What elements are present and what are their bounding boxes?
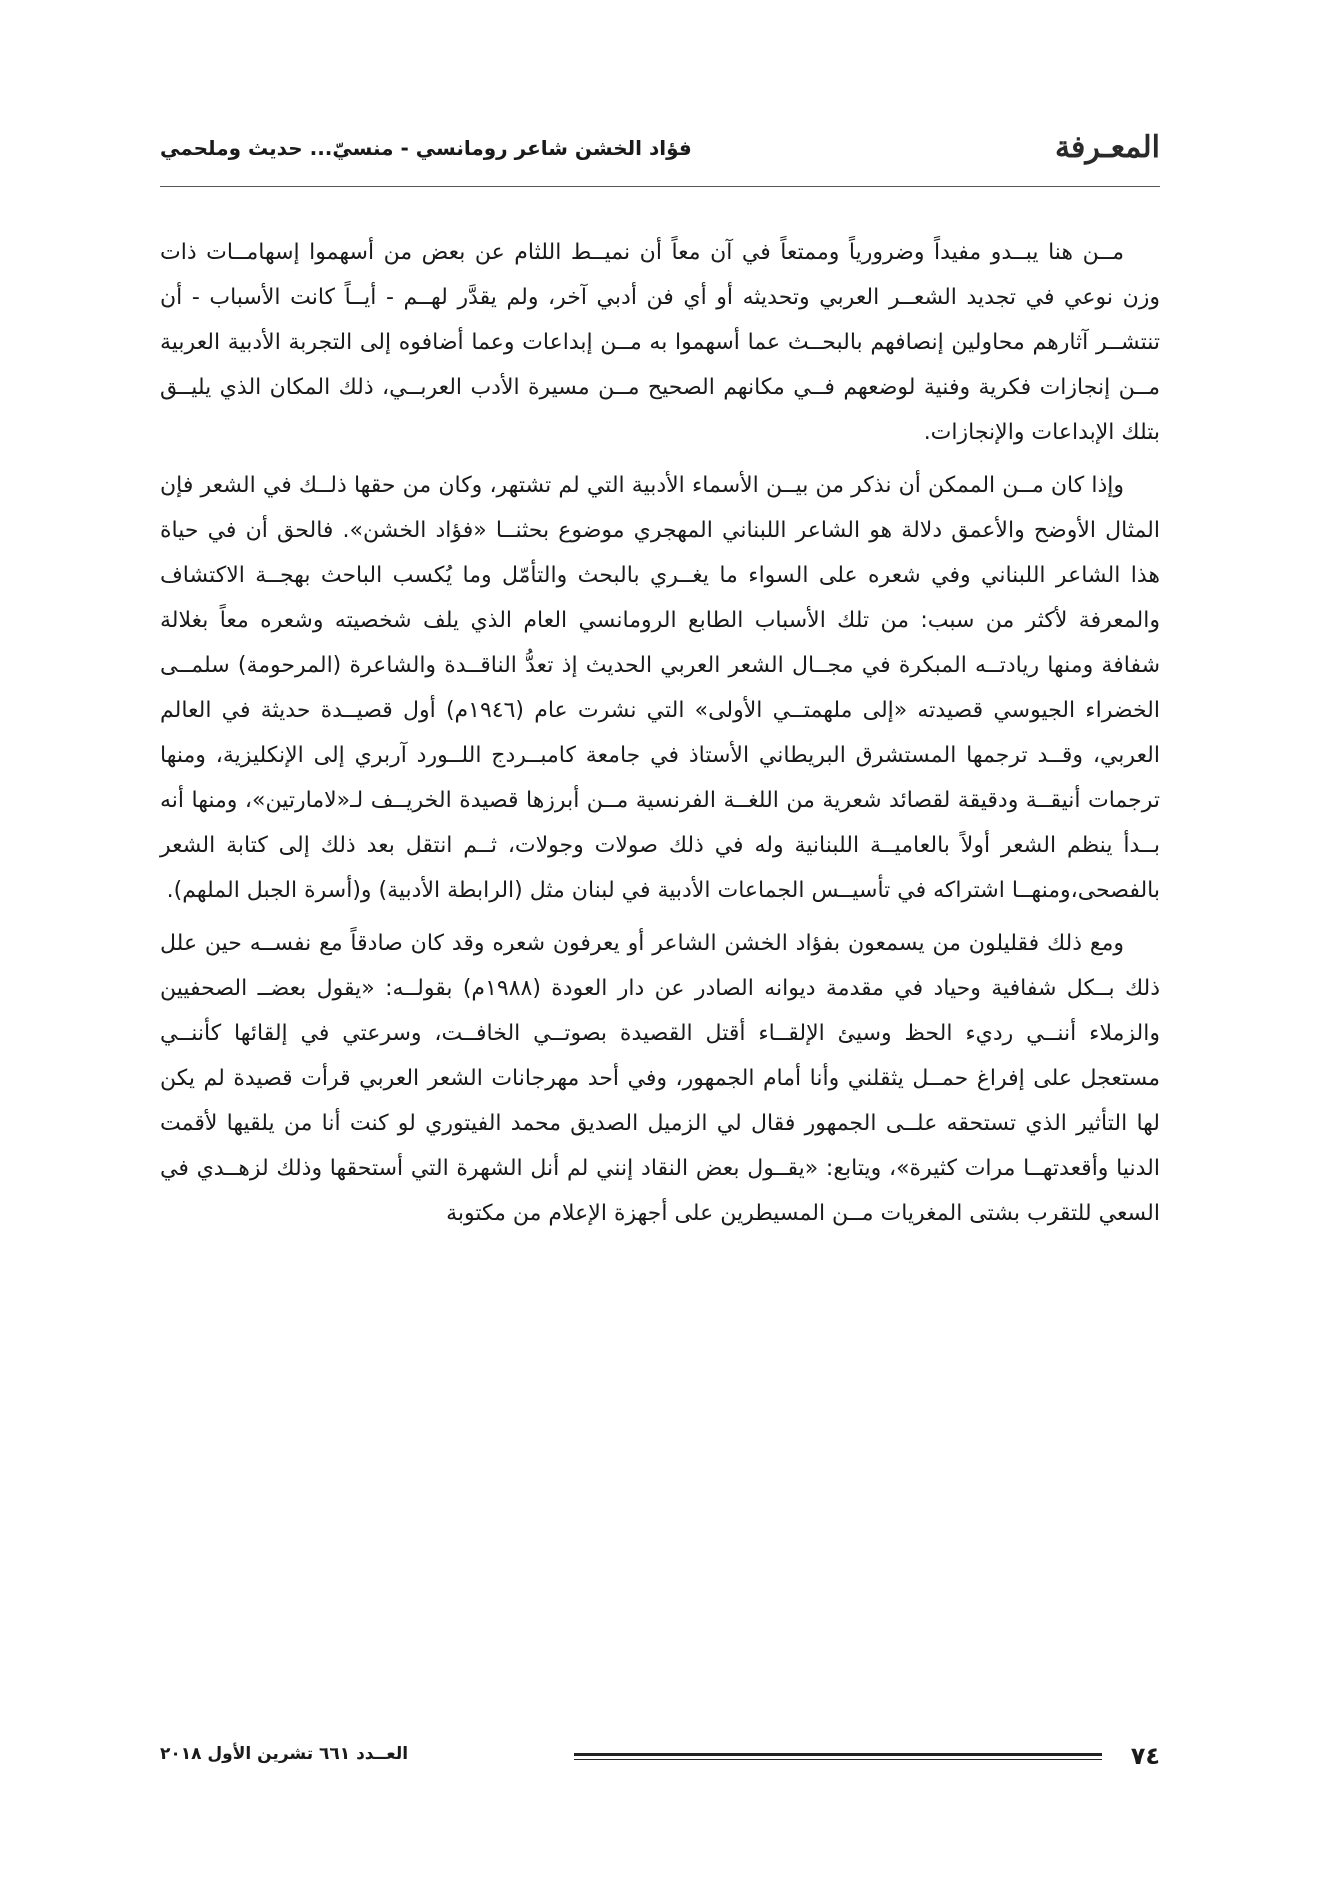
- page-number: ٧٤: [1130, 1742, 1160, 1770]
- paragraph: ومع ذلك فقليلون من يسمعون بفؤاد الخشن الشاعر أو يعرفون شعره وقد كان صادقاً مع نفســه حين علل ذلك بــكل شفافية وحياد في مقدمة ديوانه الصادر عن دار العودة (١٩٨٨م) بقولــه: «يقول بعضــ الصحفيين والزملاء أننــي رديء الحظ وسيئ الإلقــاء أقتل القصيدة بصوتــي الخافــت، وسرعتي في إلقائها كأننــي مستعجل على إفراغ حمــل يثقلني وأنا أمام الجمهور، وفي أحد مهرجانات الشعر العربي قرأت قصيدة لم يكن لها التأثير الذي تستحقه علــى الجمهور فقال لي الزميل الصديق محمد الفيتوري لو كنت أنا من يلقيها لأقمت الدنيا وأقعدتهــا مرات كثيرة»، ويتابع: «يقــول بعض النقاد إنني لم أنل الشهرة التي أستحقها وذلك لزهــدي في السعي للتقرب بشتى المغريات مــن المسيطرين على أجهزة الإعلام من مكتوبة: [160, 931, 1161, 1226]
- article-body: [160, 230, 1160, 1244]
- footer-divider: [574, 1753, 1102, 1760]
- paragraph: وإذا كان مــن الممكن أن نذكر من بيــن الأسماء الأدبية التي لم تشتهر، وكان من حقها ذلــك في الشعر فإن المثال الأوضح والأعمق دلالة هو الشاعر اللبناني المهجري موضوع بحثنــا «فؤاد الخشن». فالحق أن في حياة هذا الشاعر اللبناني وفي شعره على السواء ما يغــري بالبحث والتأمّل وما يُكسب الباحث بهجــة الاكتشاف والمعرفة لأكثر من سبب: من تلك الأسباب الطابع الرومانسي العام الذي يلف شخصيته وشعره معاً بغلالة شفافة ومنها ريادتــه المبكرة في مجــال الشعر العربي الحديث إذ تعدُّ الناقــدة والشاعرة (المرحومة) سلمــى الخضراء الجيوسي قصيدته «إلى ملهمتــي الأولى» التي نشرت عام (١٩٤٦م) أول قصيــدة حديثة في العالم العربي، وقــد ترجمها المستشرق البريطاني الأستاذ في جامعة كامبــردج اللــورد آربري إلى الإنكليزية، ومنها ترجمات أنيقــة ودقيقة لقصائد شعرية من اللغــة الفرنسية مــن أبرزها قصيدة الخريــف لـ«لامارتين»، ومنها أنه بــدأ ينظم الشعر أولاً بالعاميــة اللبنانية وله في ذلك صولات وجولات، ثــم انتقل بعد ذلك إلى كتابة الشعر بالفصحى،ومنهــا اشتراكه في تأسيــس الجماعات الأدبية في لبنان مثل (الرابطة الأدبية) و(أسرة الجبل الملهم).: [160, 473, 1161, 903]
- running-title: فؤاد الخشن شاعر رومانسي - منسيّ... حديث وملحمي: [160, 136, 692, 160]
- page-header: [160, 130, 1160, 174]
- paragraph: مــن هنا يبــدو مفيداً وضرورياً وممتعاً في آن معاً أن نميــط اللثام عن بعض من أسهموا إسهامــات ذات وزن نوعي في تجديد الشعــر العربي وتحديثه أو أي فن أدبي آخر، ولم يقدَّر لهــم - أيــاً كانت الأسباب - أن تنتشــر آثارهم محاولين إنصافهم بالبحــث عما أسهموا به مــن إبداعات وعما أضافوه إلى التجربة الأدبية العربية مــن إنجازات فكرية وفنية لوضعهم فــي مكانهم الصحيح مــن مسيرة الأدب العربــي، ذلك المكان الذي يليــق بتلك الإبداعات والإنجازات.: [160, 240, 1160, 445]
- page-footer: [160, 1742, 1160, 1772]
- header-divider: [160, 186, 1160, 187]
- magazine-logo: المعـرفة: [1054, 130, 1160, 165]
- issue-label: العــدد ٦٦١ تشرين الأول ٢٠١٨: [160, 1744, 409, 1764]
